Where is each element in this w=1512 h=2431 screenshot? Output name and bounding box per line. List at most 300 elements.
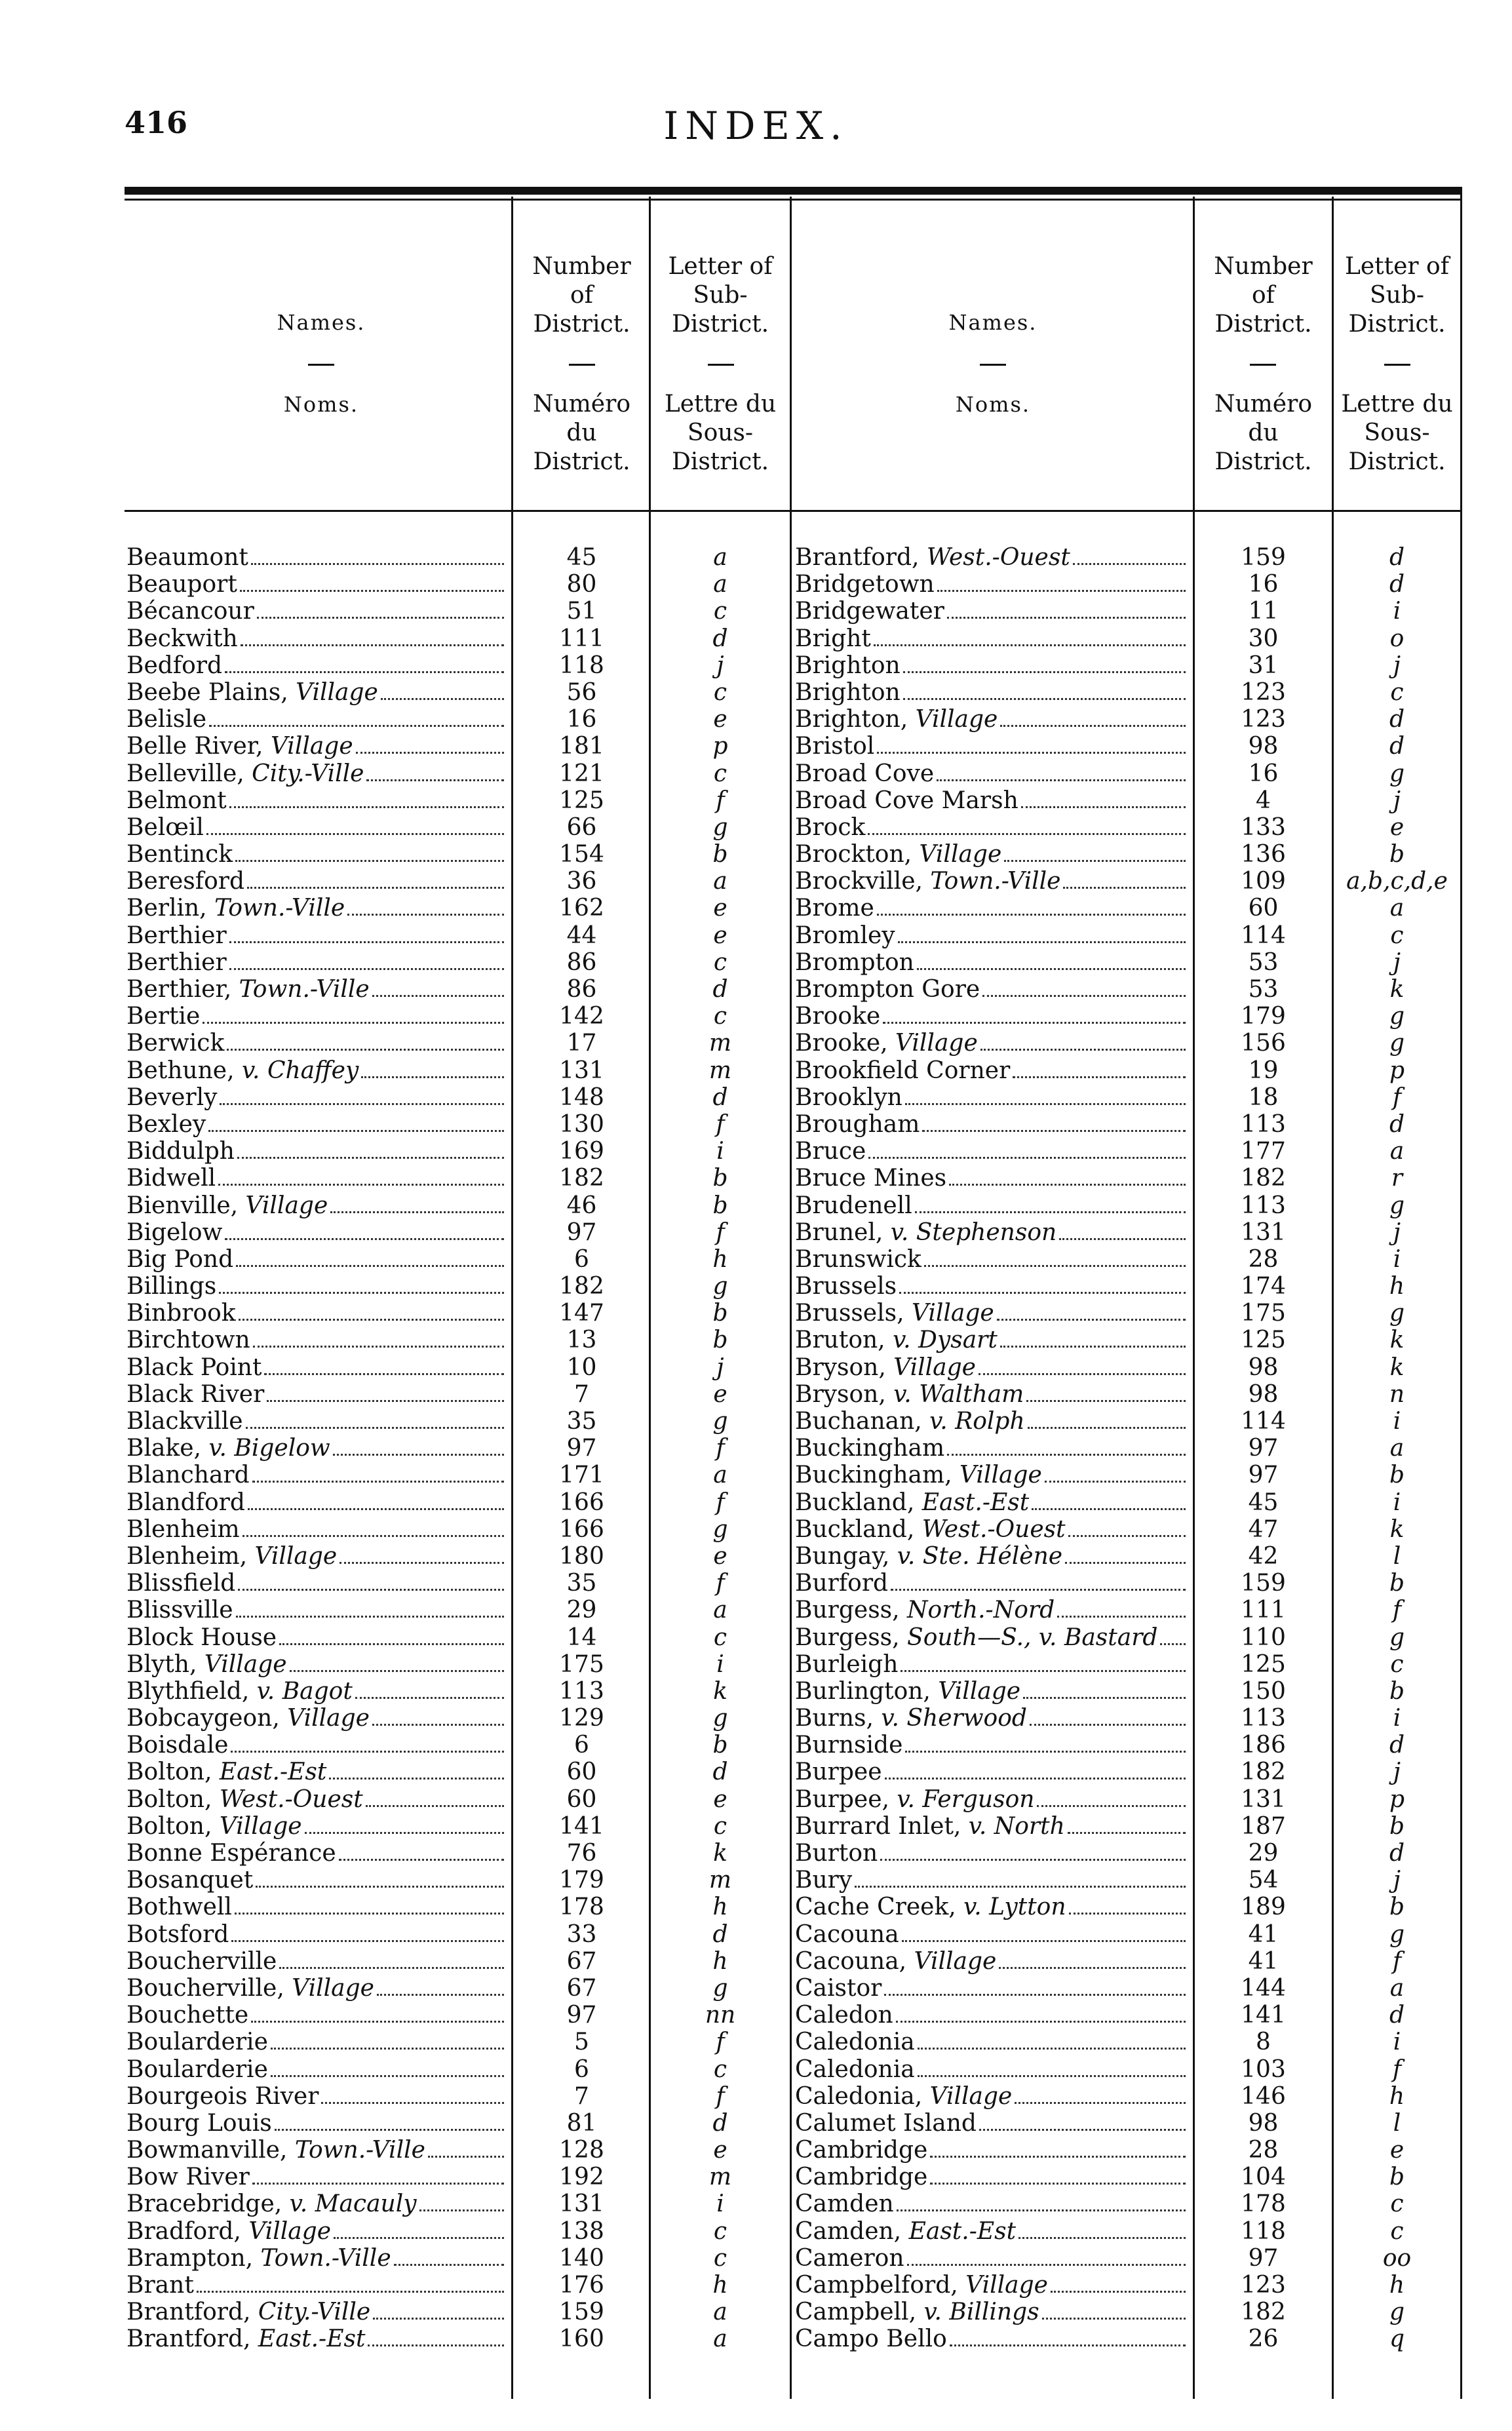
leader-dots bbox=[947, 1453, 1186, 1456]
sub-district-letter: b bbox=[1389, 1570, 1405, 1597]
header-dash bbox=[980, 364, 1006, 366]
index-entry bbox=[795, 1840, 1190, 1867]
sub-district-letter: h bbox=[712, 1245, 728, 1273]
sub-district-letter: h bbox=[712, 1894, 728, 1921]
district-number: 169 bbox=[559, 1138, 604, 1165]
leader-dots bbox=[907, 2263, 1186, 2266]
index-entry bbox=[795, 1219, 1190, 1246]
entry-name bbox=[795, 895, 874, 922]
sub-district-letter: g bbox=[1389, 2299, 1405, 2326]
entry-name bbox=[126, 1354, 262, 1381]
entry-name bbox=[795, 2272, 1048, 2299]
leader-dots bbox=[235, 859, 504, 862]
district-number: 97 bbox=[1248, 2244, 1279, 2272]
index-entry bbox=[795, 1462, 1190, 1488]
entry-place: Brooklyn bbox=[795, 1083, 902, 1111]
entry-qualifier: West.-Ouest bbox=[921, 1515, 1066, 1543]
index-entry bbox=[126, 787, 508, 814]
index-entry bbox=[126, 1597, 508, 1624]
number-header-en: Number of District. bbox=[1214, 253, 1313, 338]
district-number: 7 bbox=[574, 2082, 589, 2110]
sub-district-letter: l bbox=[1393, 2109, 1401, 2137]
district-number: 121 bbox=[559, 760, 604, 787]
leader-dots bbox=[240, 589, 504, 592]
index-entry bbox=[126, 1489, 508, 1516]
entry-name bbox=[795, 1273, 897, 1300]
sub-district-letter: k bbox=[713, 1677, 727, 1705]
sub-district-letter: i bbox=[716, 2190, 724, 2218]
sub-district-letter: a bbox=[1389, 1138, 1405, 1165]
index-entry bbox=[126, 733, 508, 760]
district-number: 177 bbox=[1241, 1138, 1286, 1165]
leader-dots bbox=[1160, 1643, 1186, 1645]
sub-district-letter: l bbox=[1393, 1542, 1401, 1570]
district-number: 180 bbox=[559, 1542, 604, 1570]
leader-dots bbox=[236, 1264, 504, 1267]
entry-place: Burlington, bbox=[795, 1677, 939, 1705]
leader-dots bbox=[905, 1750, 1186, 1753]
entry-qualifier: Village bbox=[911, 1300, 994, 1327]
leader-dots bbox=[950, 2344, 1186, 2346]
leader-dots bbox=[251, 562, 504, 565]
sub-district-letter: g bbox=[1389, 1920, 1405, 1948]
entry-name bbox=[795, 1003, 880, 1030]
district-number: 26 bbox=[1248, 2325, 1279, 2353]
index-entry bbox=[126, 1327, 508, 1353]
entry-place: Bedford bbox=[126, 652, 223, 679]
index-entry bbox=[795, 1678, 1190, 1705]
entry-place: Bolton, bbox=[126, 1759, 220, 1786]
sub-district-letter: m bbox=[708, 2164, 732, 2191]
leader-dots bbox=[949, 1183, 1186, 1186]
entry-name bbox=[795, 2137, 927, 2164]
entry-place: Cambridge bbox=[795, 2164, 928, 2191]
entry-name bbox=[795, 1381, 1024, 1408]
entry-place: Bright bbox=[795, 625, 871, 652]
entry-name bbox=[795, 1921, 899, 1948]
entry-place: Bruton, bbox=[795, 1327, 893, 1354]
index-entry bbox=[795, 1165, 1190, 1192]
entry-place: Bécancour bbox=[126, 598, 254, 625]
entry-name bbox=[795, 1408, 1025, 1435]
entry-place: Brooke, bbox=[795, 1030, 896, 1057]
district-number: 133 bbox=[1241, 813, 1286, 841]
sub-district-letter: k bbox=[1389, 1353, 1405, 1381]
entry-place: Bolton, bbox=[126, 1812, 220, 1840]
entry-place: Burnside bbox=[795, 1732, 903, 1759]
district-number: 166 bbox=[559, 1488, 604, 1516]
index-entry bbox=[126, 1462, 508, 1488]
leader-dots bbox=[333, 1453, 504, 1456]
entry-qualifier: East.-Est bbox=[921, 1488, 1030, 1516]
index-entry bbox=[126, 1354, 508, 1381]
index-entry bbox=[795, 868, 1190, 895]
entry-qualifier: East.-Est bbox=[219, 1759, 327, 1786]
entry-name bbox=[126, 2164, 250, 2190]
district-number: 10 bbox=[566, 1353, 597, 1381]
leader-dots bbox=[1023, 1696, 1186, 1699]
district-number: 41 bbox=[1248, 1947, 1279, 1975]
entry-name bbox=[795, 760, 934, 787]
header-dash bbox=[308, 364, 334, 366]
entry-place: Bungay, bbox=[795, 1542, 897, 1570]
column-divider bbox=[511, 197, 513, 2399]
entry-name bbox=[126, 1462, 250, 1488]
index-entry bbox=[126, 679, 508, 706]
district-number: 16 bbox=[1248, 571, 1279, 598]
entry-name bbox=[795, 1435, 944, 1462]
index-entry bbox=[795, 625, 1190, 652]
entry-name bbox=[795, 2164, 927, 2190]
entry-place: Brighton bbox=[795, 678, 901, 706]
entry-name bbox=[126, 2272, 194, 2299]
sub-district-letter: j bbox=[1393, 1867, 1401, 1894]
district-number: 113 bbox=[1241, 1705, 1286, 1732]
entry-name bbox=[126, 1300, 236, 1327]
entry-qualifier: v. Macauly bbox=[289, 2190, 417, 2218]
district-number: 86 bbox=[566, 976, 597, 1003]
entry-name bbox=[795, 571, 935, 598]
sub-district-letter: h bbox=[712, 1947, 728, 1975]
leader-dots bbox=[918, 2047, 1186, 2050]
entry-name bbox=[795, 868, 1060, 895]
leader-dots bbox=[229, 941, 504, 943]
sub-district-letter: j bbox=[1393, 787, 1401, 814]
index-entry bbox=[126, 949, 508, 976]
entry-name bbox=[126, 868, 244, 895]
index-entry bbox=[795, 1381, 1190, 1408]
leader-dots bbox=[227, 1048, 504, 1051]
index-entry bbox=[795, 2029, 1190, 2055]
index-entry bbox=[795, 1894, 1190, 1920]
sub-district-letter: a bbox=[713, 2299, 727, 2326]
entry-place: Boularderie bbox=[126, 2029, 268, 2056]
entry-place: Caistor bbox=[795, 1974, 882, 2002]
leader-dots bbox=[1015, 2101, 1186, 2104]
leader-dots bbox=[246, 1426, 504, 1429]
sub-district-letter: d bbox=[712, 1083, 728, 1111]
district-number: 182 bbox=[559, 1273, 604, 1300]
names-header-fr: Noms. bbox=[283, 392, 359, 417]
index-entry bbox=[795, 922, 1190, 949]
index-entry bbox=[795, 1273, 1190, 1300]
entry-name bbox=[795, 1759, 882, 1785]
entry-name bbox=[126, 1219, 222, 1246]
leader-dots bbox=[271, 2047, 504, 2050]
leader-dots bbox=[366, 1804, 504, 1807]
district-number: 136 bbox=[1241, 841, 1286, 868]
index-entry bbox=[126, 1624, 508, 1651]
leader-dots bbox=[252, 1480, 504, 1483]
sub-district-letter: o bbox=[1389, 625, 1405, 652]
index-entry bbox=[795, 949, 1190, 976]
leader-dots bbox=[982, 994, 1186, 997]
district-number: 162 bbox=[559, 895, 604, 922]
leader-dots bbox=[419, 2209, 504, 2211]
sub-district-letter: a bbox=[713, 571, 727, 598]
index-entry bbox=[795, 1300, 1190, 1327]
index-entry bbox=[126, 976, 508, 1003]
entry-qualifier: Village bbox=[929, 2082, 1013, 2110]
entry-place: Boisdale bbox=[126, 1732, 229, 1759]
district-number: 8 bbox=[1256, 2029, 1271, 2056]
index-entry bbox=[126, 1786, 508, 1813]
entry-name bbox=[795, 1084, 902, 1111]
entry-qualifier: City.-Ville bbox=[252, 760, 364, 787]
entry-place: Burgess, bbox=[795, 1597, 908, 1624]
entry-place: Bobcaygeon, bbox=[126, 1705, 288, 1732]
leader-dots bbox=[206, 832, 504, 835]
letter-header-en: Letter of Sub- District. bbox=[668, 253, 773, 338]
entry-name bbox=[126, 1111, 206, 1138]
sub-district-letter: f bbox=[716, 1110, 725, 1138]
entry-place: Blyth, bbox=[126, 1650, 204, 1678]
sub-district-letter: c bbox=[713, 2055, 727, 2083]
entry-place: Calumet Island bbox=[795, 2109, 977, 2137]
page-title: INDEX. bbox=[663, 104, 849, 148]
entry-name bbox=[795, 1030, 978, 1057]
district-number: 113 bbox=[1241, 1110, 1286, 1138]
entry-place: Brighton bbox=[795, 652, 901, 679]
district-number: 187 bbox=[1241, 1812, 1286, 1840]
leader-dots bbox=[885, 1777, 1186, 1779]
sub-district-letter: g bbox=[1389, 1030, 1405, 1057]
index-entry bbox=[795, 1921, 1190, 1948]
index-entry bbox=[126, 1300, 508, 1327]
entry-place: Binbrook bbox=[126, 1300, 236, 1327]
district-number: 179 bbox=[559, 1867, 604, 1894]
entry-name bbox=[795, 1327, 998, 1353]
entry-place: Caledon bbox=[795, 2002, 893, 2029]
entry-name bbox=[126, 1381, 264, 1408]
district-number: 30 bbox=[1248, 625, 1279, 652]
district-number: 86 bbox=[566, 948, 597, 976]
entry-name bbox=[126, 679, 378, 706]
index-entry bbox=[126, 1975, 508, 2002]
entry-name bbox=[126, 2245, 391, 2272]
district-number: 54 bbox=[1248, 1867, 1279, 1894]
entry-qualifier: v. Rolph bbox=[929, 1408, 1025, 1435]
index-entry bbox=[126, 652, 508, 679]
district-number: 33 bbox=[566, 1920, 597, 1948]
sub-district-letter: d bbox=[712, 1759, 728, 1786]
district-number: 109 bbox=[1241, 868, 1286, 895]
entry-name bbox=[795, 1462, 1042, 1488]
sub-district-letter: h bbox=[1389, 2082, 1405, 2110]
index-entry bbox=[795, 1192, 1190, 1219]
leader-dots bbox=[898, 941, 1186, 943]
district-number: 60 bbox=[1248, 895, 1279, 922]
entry-place: Brantford, bbox=[126, 2299, 258, 2326]
sub-district-letter: c bbox=[1390, 922, 1404, 949]
entry-name bbox=[126, 1786, 363, 1813]
district-number: 142 bbox=[559, 1003, 604, 1030]
index-entry bbox=[126, 922, 508, 949]
entry-place: Berlin, bbox=[126, 895, 215, 922]
entry-place: Cache Creek, bbox=[795, 1894, 964, 1921]
entry-name bbox=[126, 1246, 233, 1273]
district-number: 175 bbox=[559, 1650, 604, 1678]
entry-place: Brooke bbox=[795, 1003, 881, 1030]
entry-name bbox=[795, 2029, 915, 2055]
district-number: 141 bbox=[559, 1812, 604, 1840]
index-entry bbox=[126, 1408, 508, 1435]
entry-place: Buchanan, bbox=[795, 1408, 930, 1435]
leader-dots bbox=[918, 2074, 1186, 2077]
sub-district-letter: i bbox=[1393, 1488, 1401, 1516]
district-number: 175 bbox=[1241, 1300, 1286, 1327]
index-entry bbox=[795, 1084, 1190, 1111]
index-entry bbox=[126, 1921, 508, 1948]
entry-place: Belle River, bbox=[126, 733, 271, 760]
sub-district-letter: oo bbox=[1382, 2244, 1412, 2272]
index-entry bbox=[126, 1543, 508, 1570]
sub-district-letter: c bbox=[1390, 678, 1404, 706]
index-entry bbox=[126, 2164, 508, 2190]
index-entry bbox=[126, 841, 508, 868]
leader-dots bbox=[1057, 1615, 1186, 1618]
entry-name bbox=[126, 2083, 319, 2110]
sub-district-letter: g bbox=[712, 1515, 728, 1543]
entry-place: Burns, bbox=[795, 1705, 882, 1732]
entry-place: Burton bbox=[795, 1840, 878, 1867]
entry-qualifier: Village bbox=[296, 678, 378, 706]
leader-dots bbox=[279, 1966, 504, 1969]
sub-district-letter: c bbox=[713, 948, 727, 976]
entry-name bbox=[126, 1705, 370, 1732]
entry-place: Bolton, bbox=[126, 1785, 220, 1813]
sub-district-letter: b bbox=[712, 841, 728, 868]
names-header-fr: Noms. bbox=[955, 392, 1031, 417]
entry-place: Block House bbox=[126, 1624, 277, 1651]
district-number: 51 bbox=[566, 598, 597, 625]
district-number: 60 bbox=[566, 1759, 597, 1786]
entry-qualifier: Village bbox=[914, 1947, 997, 1975]
district-number: 67 bbox=[566, 1974, 597, 2002]
district-number: 160 bbox=[559, 2325, 604, 2353]
district-number: 46 bbox=[566, 1192, 597, 1219]
entry-name bbox=[126, 1948, 277, 1975]
sub-district-letter: g bbox=[712, 1705, 728, 1732]
names-header-en: Names. bbox=[277, 310, 366, 335]
entry-place: Broad Cove bbox=[795, 760, 935, 787]
index-entry bbox=[795, 1435, 1190, 1462]
sub-district-letter: d bbox=[1389, 733, 1405, 760]
leader-dots bbox=[1026, 1399, 1186, 1402]
entry-place: Cameron bbox=[795, 2244, 904, 2272]
top-rule-thick bbox=[125, 187, 1462, 195]
index-entry bbox=[126, 2190, 508, 2217]
index-entry bbox=[795, 760, 1190, 787]
district-number: 98 bbox=[1248, 2109, 1279, 2137]
entry-name bbox=[126, 1651, 287, 1678]
entry-name bbox=[795, 1867, 852, 1894]
sub-district-letter: i bbox=[1393, 1408, 1401, 1435]
entry-place: Billings bbox=[126, 1273, 217, 1300]
district-number: 44 bbox=[566, 922, 597, 949]
index-entry bbox=[795, 1543, 1190, 1570]
sub-district-letter: c bbox=[713, 678, 727, 706]
district-number: 98 bbox=[1248, 733, 1279, 760]
leader-dots bbox=[1059, 1237, 1186, 1240]
index-entry bbox=[795, 1408, 1190, 1435]
leader-dots bbox=[1018, 2236, 1186, 2239]
sub-district-letter: b bbox=[712, 1192, 728, 1219]
sub-district-letter: f bbox=[716, 2082, 725, 2110]
index-entry bbox=[795, 1003, 1190, 1030]
sub-district-letter: g bbox=[712, 1974, 728, 2002]
leader-dots bbox=[330, 1211, 504, 1213]
index-entry bbox=[795, 2218, 1190, 2245]
district-number: 128 bbox=[559, 2137, 604, 2164]
index-entry bbox=[795, 544, 1190, 571]
index-entry bbox=[795, 1975, 1190, 2002]
entry-name bbox=[795, 1246, 921, 1273]
district-number: 66 bbox=[566, 813, 597, 841]
entry-name bbox=[126, 1435, 330, 1462]
entry-place: Bridgewater bbox=[795, 598, 944, 625]
district-number: 166 bbox=[559, 1515, 604, 1543]
sub-district-letter: b bbox=[1389, 1462, 1405, 1489]
index-entry bbox=[126, 1192, 508, 1219]
district-number: 110 bbox=[1241, 1624, 1286, 1651]
entry-name bbox=[126, 1165, 216, 1192]
index-entry bbox=[126, 625, 508, 652]
entry-place: Brudenell bbox=[795, 1192, 912, 1219]
sub-district-letter: g bbox=[1389, 1300, 1405, 1327]
district-number: 29 bbox=[566, 1597, 597, 1624]
entry-place: Bryson, bbox=[795, 1353, 894, 1381]
sub-district-letter: d bbox=[1389, 544, 1405, 571]
entry-qualifier: v. Dysart bbox=[893, 1327, 998, 1354]
entry-place: Bosanquet bbox=[126, 1867, 254, 1894]
sub-district-letter: f bbox=[716, 787, 725, 814]
leader-dots bbox=[855, 1885, 1186, 1888]
index-entry bbox=[126, 544, 508, 571]
entry-name bbox=[126, 1597, 233, 1624]
leader-dots bbox=[377, 1993, 504, 1996]
sub-district-letter: a bbox=[713, 1597, 727, 1624]
entry-name bbox=[126, 733, 353, 760]
entry-name bbox=[126, 625, 238, 652]
leader-dots bbox=[203, 1021, 504, 1024]
district-number: 53 bbox=[1248, 976, 1279, 1003]
sub-district-letter: a bbox=[713, 544, 727, 571]
entry-place: Bruce Mines bbox=[795, 1165, 947, 1192]
entry-place: Buckingham, bbox=[795, 1462, 960, 1489]
district-number: 182 bbox=[1241, 1165, 1286, 1192]
entry-name bbox=[126, 1057, 359, 1084]
entry-name bbox=[795, 1192, 912, 1219]
entry-name bbox=[795, 2218, 1016, 2245]
district-number: 174 bbox=[1241, 1273, 1286, 1300]
entry-qualifier: South—S., v. Bastard bbox=[907, 1624, 1158, 1651]
entry-place: Botsford bbox=[126, 1920, 229, 1948]
entry-name bbox=[126, 841, 233, 868]
index-entry bbox=[795, 1759, 1190, 1785]
leader-dots bbox=[1030, 1723, 1186, 1726]
leader-dots bbox=[903, 697, 1186, 700]
index-entry bbox=[795, 1057, 1190, 1084]
entry-name bbox=[795, 1705, 1027, 1732]
entry-name bbox=[126, 1273, 216, 1300]
index-entry bbox=[126, 814, 508, 841]
entry-place: Blythfield, bbox=[126, 1677, 257, 1705]
entry-name bbox=[126, 1408, 243, 1435]
entry-name bbox=[795, 787, 1018, 814]
entry-place: Beebe Plains, bbox=[126, 678, 296, 706]
entry-place: Brussels, bbox=[795, 1300, 912, 1327]
